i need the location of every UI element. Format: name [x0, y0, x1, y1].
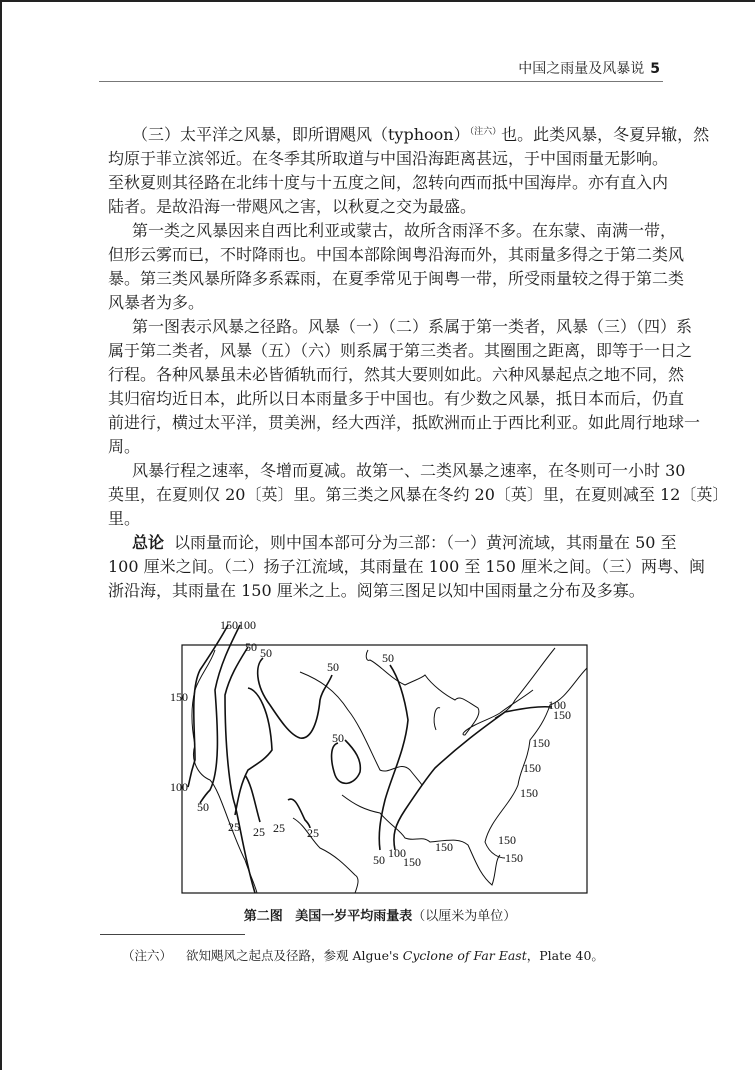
section-heading: 总论 [132, 533, 165, 552]
footnote-mark: （注六） [122, 948, 173, 963]
paragraph-line: 至秋夏则其径路在北纬十度与十五度之间，忽转向西而抵中国海岸。亦有直入内 [108, 173, 669, 192]
paragraph-line: 暴。第三类风暴所降多系霖雨，在夏季常见于闽粤一带，所受雨量较之得于第二类 [108, 269, 685, 288]
paragraph-line: 浙沿海，其雨量在 150 厘米之上。阅第三图足以知中国雨量之分布及多寡。 [108, 581, 645, 600]
contour-label: 150 [553, 708, 571, 722]
figure-number: 第二图 [243, 909, 283, 924]
paragraph-line: 陆者。是故沿海一带飓风之害，以秋夏之交为最盛。 [108, 197, 477, 216]
contour-label: 50 [260, 646, 272, 660]
footnote [122, 946, 604, 964]
footnote-text-end: ，Plate 40。 [526, 948, 604, 963]
contour-label: 100 [170, 780, 188, 794]
contour-label: 150 [498, 833, 516, 847]
paragraph-line: 均原于菲立滨邻近。在冬季其所取道与中国沿海距离甚远，于中国雨量无影响。 [108, 149, 669, 168]
figure-caption [100, 905, 660, 924]
paragraph-line: 英里，在夏则仅 20〔英〕里。第三类之风暴在冬约 20〔英〕里，在夏则减至 12〔英〕 [108, 485, 729, 504]
paragraph-line: 100 厘米之间。（二）扬子江流域，其雨量在 100 至 150 厘米之间。（三）两粤、闽 [108, 557, 706, 576]
isohyets [188, 625, 552, 893]
footnote-rule [100, 934, 245, 935]
paragraph-line [108, 123, 710, 147]
contour-label: 50 [327, 660, 339, 674]
contour-label: 150 [520, 786, 538, 800]
figure-unit: （以厘米为单位） [412, 909, 517, 924]
page-number: 5 [650, 61, 660, 77]
contour-label: 50 [373, 853, 385, 867]
text-span: （三）太平洋之风暴，即所谓飓风（typhoon） [132, 125, 470, 144]
text-span: 以雨量而论，则中国本部可分为三部：（一）黄河流域，其雨量在 50 至 [174, 533, 677, 552]
running-header [480, 58, 660, 78]
contour-label: 150 [170, 690, 188, 704]
contour-label: 150 [505, 851, 523, 865]
footnote-ref: （注六） [469, 127, 502, 137]
contour-label: 150100 [220, 618, 256, 632]
contour-label: 50 [382, 651, 394, 665]
text-span: 也。此类风暴，冬夏异辙，然 [501, 125, 710, 144]
contour-labels [170, 618, 571, 869]
contour-label: 150 [523, 761, 541, 775]
contour-label: 100 [548, 698, 566, 712]
contour-label: 25 [273, 821, 285, 835]
paragraph-line: 周。 [108, 437, 141, 456]
contour-label: 25 [253, 825, 265, 839]
contour-label: 150 [403, 855, 421, 869]
paragraph-line: 第一图表示风暴之径路。风暴（一）（二）系属于第一类者，风暴（三）（四）系 [132, 317, 693, 336]
paragraph-line: 前进行，横过太平洋，贯美洲，经大西洋，抵欧洲而止于西比利亚。如此周行地球一 [108, 413, 701, 432]
paragraph-line: 属于第二类者，风暴（五）（六）则系属于第三类者。其圈围之距离，即等于一日之 [108, 341, 693, 360]
rainfall-map [160, 610, 610, 910]
paragraph-line: 其归宿均近日本，此所以日本雨量多于中国也。有少数之风暴，抵日本而后，仍直 [108, 389, 685, 408]
contour-label: 50 [332, 731, 344, 745]
contour-label: 50 [197, 800, 209, 814]
paragraph-line [108, 531, 677, 555]
contour-label: 150 [532, 736, 550, 750]
contour-label: 25 [228, 820, 240, 834]
paragraph-line: 行程。各种风暴虽未必皆循轨而行，然其大要则如此。六种风暴起点之地不同，然 [108, 365, 685, 384]
footnote-text: 欲知飓风之起点及径路，参观 Algue's [186, 948, 403, 963]
contour-label: 150 [435, 840, 453, 854]
contour-label: 100 [388, 846, 406, 860]
paragraph-line: 风暴行程之速率，冬增而夏减。故第一、二类风暴之速率，在冬则可一小时 30 [132, 461, 686, 480]
paragraph-line: 风暴者为多。 [108, 293, 205, 312]
contour-label: 25 [307, 826, 319, 840]
header-rule [99, 81, 663, 82]
contour-label: 50 [245, 640, 257, 654]
paragraph-line: 第一类之风暴因来自西比利亚或蒙古，故所含雨泽不多。在东蒙、南满一带， [132, 221, 677, 240]
paragraph-line: 但形云雾而已，不时降雨也。中国本部除闽粤沿海而外，其雨量多得之于第二类风 [108, 245, 685, 264]
paragraph-line: 里。 [108, 509, 141, 528]
figure-title: 美国一岁平均雨量表 [295, 909, 413, 924]
body-text [108, 123, 729, 603]
book-title: Cyclone of Far East [402, 948, 527, 963]
running-title: 中国之雨量及风暴说 [518, 61, 645, 77]
